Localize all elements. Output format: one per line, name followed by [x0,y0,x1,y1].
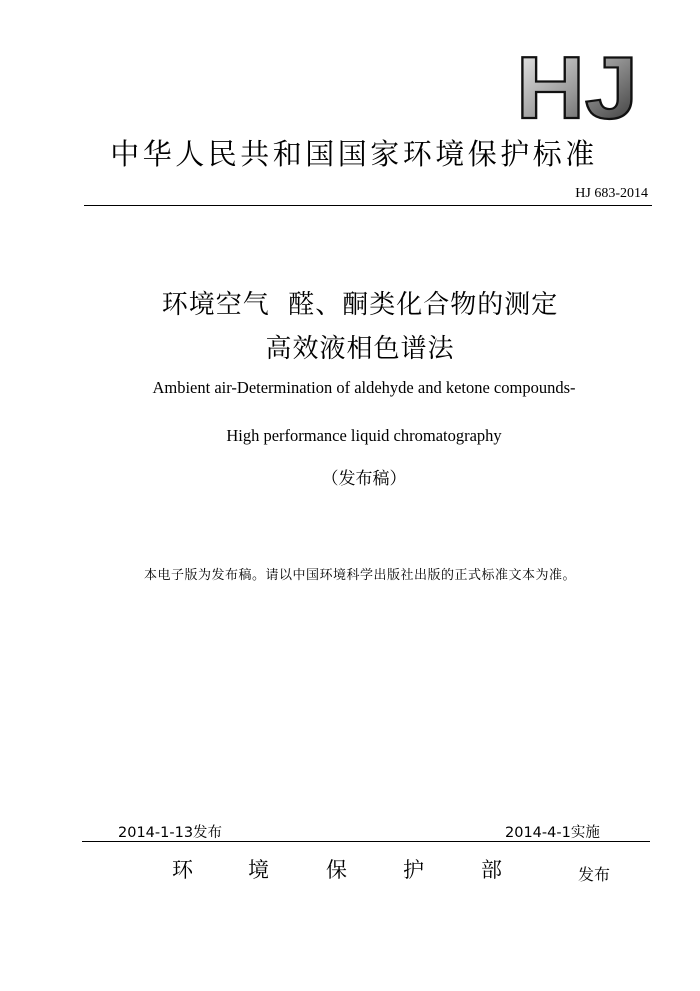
document-title-line-2: 高效液相色谱法 [265,334,455,364]
draft-label: （发布稿） [321,469,407,489]
standard-number: HJ 683-2014 [575,186,648,201]
ministry-char: 保 [326,858,347,882]
implementation-date: 2014-4-1实施 [505,825,600,841]
document-title-line-1: 环境空气 醛、酮类化合物的测定 [161,290,559,320]
english-title-line-1: Ambient air-Determination of aldehyde and ketone compounds- [152,378,576,397]
ministry-char: 部 [481,858,502,882]
issue-date: 2014-1-13发布 [118,825,223,841]
bottom-divider [82,841,650,842]
top-divider [84,205,652,206]
publish-label: 发布 [578,865,611,884]
ministry-char: 护 [403,858,424,882]
national-standard-title: 中华人民共和国国家环境保护标准 [110,137,598,171]
english-title-line-2: High performance liquid chromatography [226,426,502,445]
edition-notice: 本电子版为发布稿。请以中国环境科学出版社出版的正式标准文本为准。 [143,568,576,583]
ministry-char: 境 [248,858,269,882]
hj-logo [512,44,642,124]
hj-logo-text: HJ [516,44,638,124]
ministry-char: 环 [172,858,193,882]
